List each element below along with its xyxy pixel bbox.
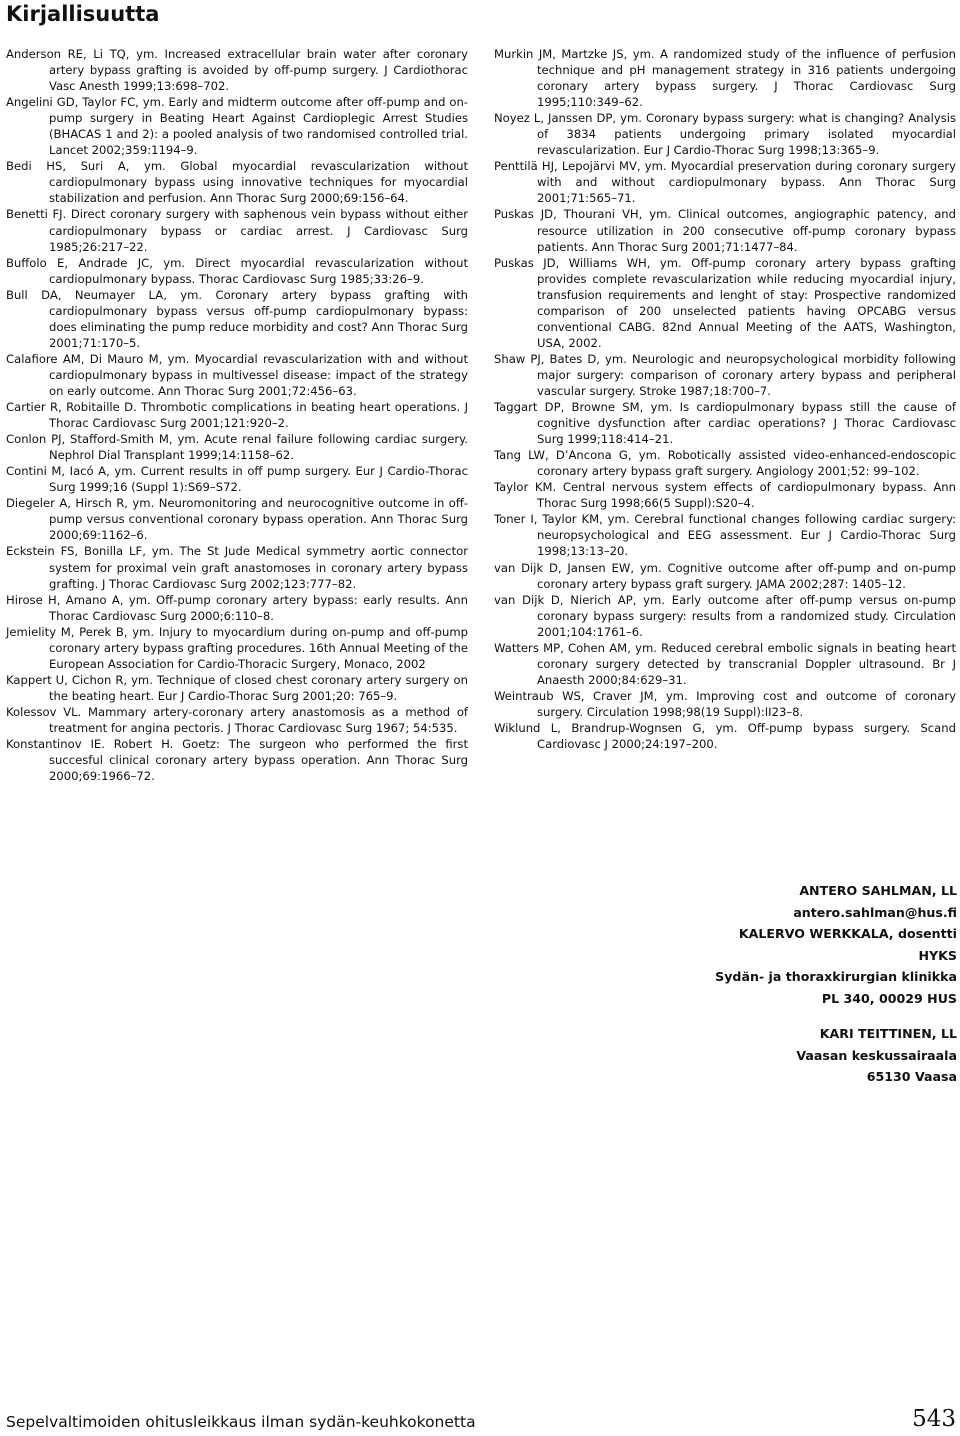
reference-item: Tang LW, D’Ancona G, ym. Robotically assisted video-enhanced-endoscopic coronary artery bypass graft surgery. Angiology 2001;52: 99–102.: [494, 448, 956, 479]
page-number: 543: [912, 1406, 956, 1432]
reference-item: Hirose H, Amano A, ym. Off-pump coronary artery bypass: early results. Ann Thorac Cardiovasc Surg 2000;6:110–8.: [6, 592, 468, 623]
reference-item: Benetti FJ. Direct coronary surgery with saphenous vein bypass without either cardiopulmonary bypass or cardiac arrest. J Cardiovasc Surg 1985;26:217–22.: [6, 207, 468, 254]
reference-item: Murkin JM, Martzke JS, ym. A randomized study of the influence of perfusion technique and pH management strategy in 316 patients undergoing coronary artery bypass surgery. J Thorac Cardiovasc Surg 1995;110:349–62.: [494, 47, 956, 110]
reference-item: van Dijk D, Nierich AP, ym. Early outcome after off-pump versus on-pump coronary bypass surgery: results from a randomized study. Circulation 2001;104:1761–6.: [494, 592, 956, 639]
signature-spacer: [537, 1009, 957, 1023]
reference-list-left: [6, 46, 468, 784]
reference-item: Taggart DP, Browne SM, ym. Is cardiopulmonary bypass still the cause of cognitive dysfunction after cardiac operations? J Thorac Cardiovasc Surg 1999;118:414–21.: [494, 400, 956, 447]
reference-item: Eckstein FS, Bonilla LF, ym. The St Jude Medical symmetry aortic connector system for proximal vein graft anastomoses in coronary artery bypass grafting. J Thorac Cardiovasc Surg 2002;123:777–82.: [6, 544, 468, 591]
footer-running-title: Sepelvaltimoiden ohitusleikkaus ilman sydän-keuhkokonetta: [6, 1413, 476, 1431]
reference-item: Bedi HS, Suri A, ym. Global myocardial revascularization without cardiopulmonary bypass using innovative techniques for myocardial stabilization and perfusion. Ann Thorac Surg 2000;69:156–64.: [6, 159, 468, 206]
reference-item: Puskas JD, Williams WH, ym. Off-pump coronary artery bypass grafting provides complete revascularization while reducing myocardial injury, transfusion requirements and lenght of stay: Prospective randomized comparison of 200 unselected patients having OPCABG versus conventional CABG. 82nd Annual Meeting of the AATS, Washington, USA, 2002.: [494, 255, 956, 350]
reference-item: Anderson RE, Li TQ, ym. Increased extracellular brain water after coronary artery bypass grafting is avoided by off-pump surgery. J Cardiothorac Vasc Anesth 1999;13:698–702.: [6, 47, 468, 94]
reference-item: Noyez L, Janssen DP, ym. Coronary bypass surgery: what is changing? Analysis of 3834 patients undergoing primary isolated myocardial revascularization. Eur J Cardio-Thorac Surg 1998;13:365–9.: [494, 111, 956, 158]
reference-list-right: [494, 46, 956, 752]
reference-item: Wiklund L, Brandrup-Wognsen G, ym. Off-pump bypass surgery. Scand Cardiovasc J 2000;24:197–200.: [494, 720, 956, 752]
reference-item: Calafiore AM, Di Mauro M, ym. Myocardial revascularization with and without cardiopulmonary bypass in multivessel disease: impact of the strategy on early outcome. Ann Thorac Surg 2001;72:456–63.: [6, 351, 468, 398]
reference-item: Angelini GD, Taylor FC, ym. Early and midterm outcome after off-pump and on-pump surgery in Beating Heart Against Cardioplegic Arrest Studies (BHACAS 1 and 2): a pooled analysis of two randomised controlled trial. Lancet 2002;359:1194–9.: [6, 95, 468, 158]
affiliation-line: HYKS: [918, 947, 957, 963]
reference-item: Contini M, Iacó A, ym. Current results in off pump surgery. Eur J Cardio-Thorac Surg 1999;16 (Suppl 1):S69–S72.: [6, 464, 468, 495]
reference-item: Cartier R, Robitaille D. Thrombotic complications in beating heart operations. J Thorac Cardiovasc Surg 2001;121:920–2.: [6, 400, 468, 431]
reference-item: Jemielity M, Perek B, ym. Injury to myocardium during on-pump and off-pump coronary artery bypass grafting procedures. 16th Annual Meeting of the European Association for Cardio-Thoracic Surgery, Monaco, 2002: [6, 624, 468, 671]
author-name: KALERVO WERKKALA, dosentti: [738, 926, 957, 941]
reference-item: Buffolo E, Andrade JC, ym. Direct myocardial revascularization without cardiopulmonary bypass. Thorac Cardiovasc Surg 1985;33:26–9.: [6, 255, 468, 286]
reference-item: Watters MP, Cohen AM, ym. Reduced cerebral embolic signals in beating heart coronary surgery detected by transcranial Doppler ultrasound. Br J Anaesth 2000;84:629–31.: [494, 640, 956, 687]
reference-item: Taylor KM. Central nervous system effects of cardiopulmonary bypass. Ann Thorac Surg 1998;66(5 Suppl):S20–4.: [494, 480, 956, 511]
reference-item: Bull DA, Neumayer LA, ym. Coronary artery bypass grafting with cardiopulmonary bypass versus off-pump cardiopulmonary bypass: does eliminating the pump reduce morbidity and cost? Ann Thorac Surg 2001;71:170–5.: [6, 287, 468, 350]
reference-item: Konstantinov IE. Robert H. Goetz: The surgeon who performed the first succesful clinical coronary artery bypass operation. Ann Thorac Surg 2000;69:1966–72.: [6, 737, 468, 784]
reference-item: Kolessov VL. Mammary artery-coronary artery anastomosis as a method of treatment for angina pectoris. J Thorac Cardiovasc Surg 1967; 54:535.: [6, 704, 468, 735]
page-title: Kirjallisuutta: [6, 2, 160, 26]
reference-item: Kappert U, Cichon R, ym. Technique of closed chest coronary artery surgery on the beating heart. Eur J Cardio-Thorac Surg 2001;20: 765–9.: [6, 672, 468, 703]
author-signature-block: [537, 880, 957, 1088]
reference-item: Shaw PJ, Bates D, ym. Neurologic and neuropsychological morbidity following major surgery: comparison of coronary artery bypass and peripheral vascular surgery. Stroke 1987;18:700–7.: [494, 351, 956, 398]
author-name: ANTERO SAHLMAN, LL: [799, 883, 957, 898]
reference-item: Toner I, Taylor KM, ym. Cerebral functional changes following cardiac surgery: neuropsychological and EEG assessment. Eur J Cardio-Thorac Surg 1998;13:13–20.: [494, 512, 956, 559]
affiliation-line: PL 340, 00029 HUS: [821, 990, 957, 1006]
affiliation-line: Vaasan keskussairaala: [796, 1047, 957, 1063]
affiliation-line: Sydän- ja thoraxkirurgian klinikka: [715, 969, 957, 984]
reference-item: Puskas JD, Thourani VH, ym. Clinical outcomes, angiographic patency, and resource utilization in 200 consecutive off-pump coronary bypass patients. Ann Thorac Surg 2001;71:1477–84.: [494, 207, 956, 254]
reference-item: Conlon PJ, Stafford-Smith M, ym. Acute renal failure following cardiac surgery. Nephrol Dial Transplant 1999;14:1158–62.: [6, 432, 468, 463]
affiliation-line: 65130 Vaasa: [866, 1069, 957, 1084]
author-email[interactable]: antero.sahlman@hus.fi: [793, 904, 957, 920]
author-name: KARI TEITTINEN, LL: [819, 1026, 957, 1041]
reference-item: Weintraub WS, Craver JM, ym. Improving cost and outcome of coronary surgery. Circulation 1998;98(19 Suppl):II23–8.: [494, 688, 956, 719]
reference-item: van Dijk D, Jansen EW, ym. Cognitive outcome after off-pump and on-pump coronary artery bypass graft surgery. JAMA 2002;287: 1405–12.: [494, 560, 956, 591]
reference-item: Diegeler A, Hirsch R, ym. Neuromonitoring and neurocognitive outcome in off-pump versus conventional coronary bypass operation. Ann Thorac Surg 2000;69:1162–6.: [6, 496, 468, 543]
reference-item: Penttilä HJ, Lepojärvi MV, ym. Myocardial preservation during coronary surgery with and without cardiopulmonary bypass. Ann Thorac Surg 2001;71:565–71.: [494, 159, 956, 206]
